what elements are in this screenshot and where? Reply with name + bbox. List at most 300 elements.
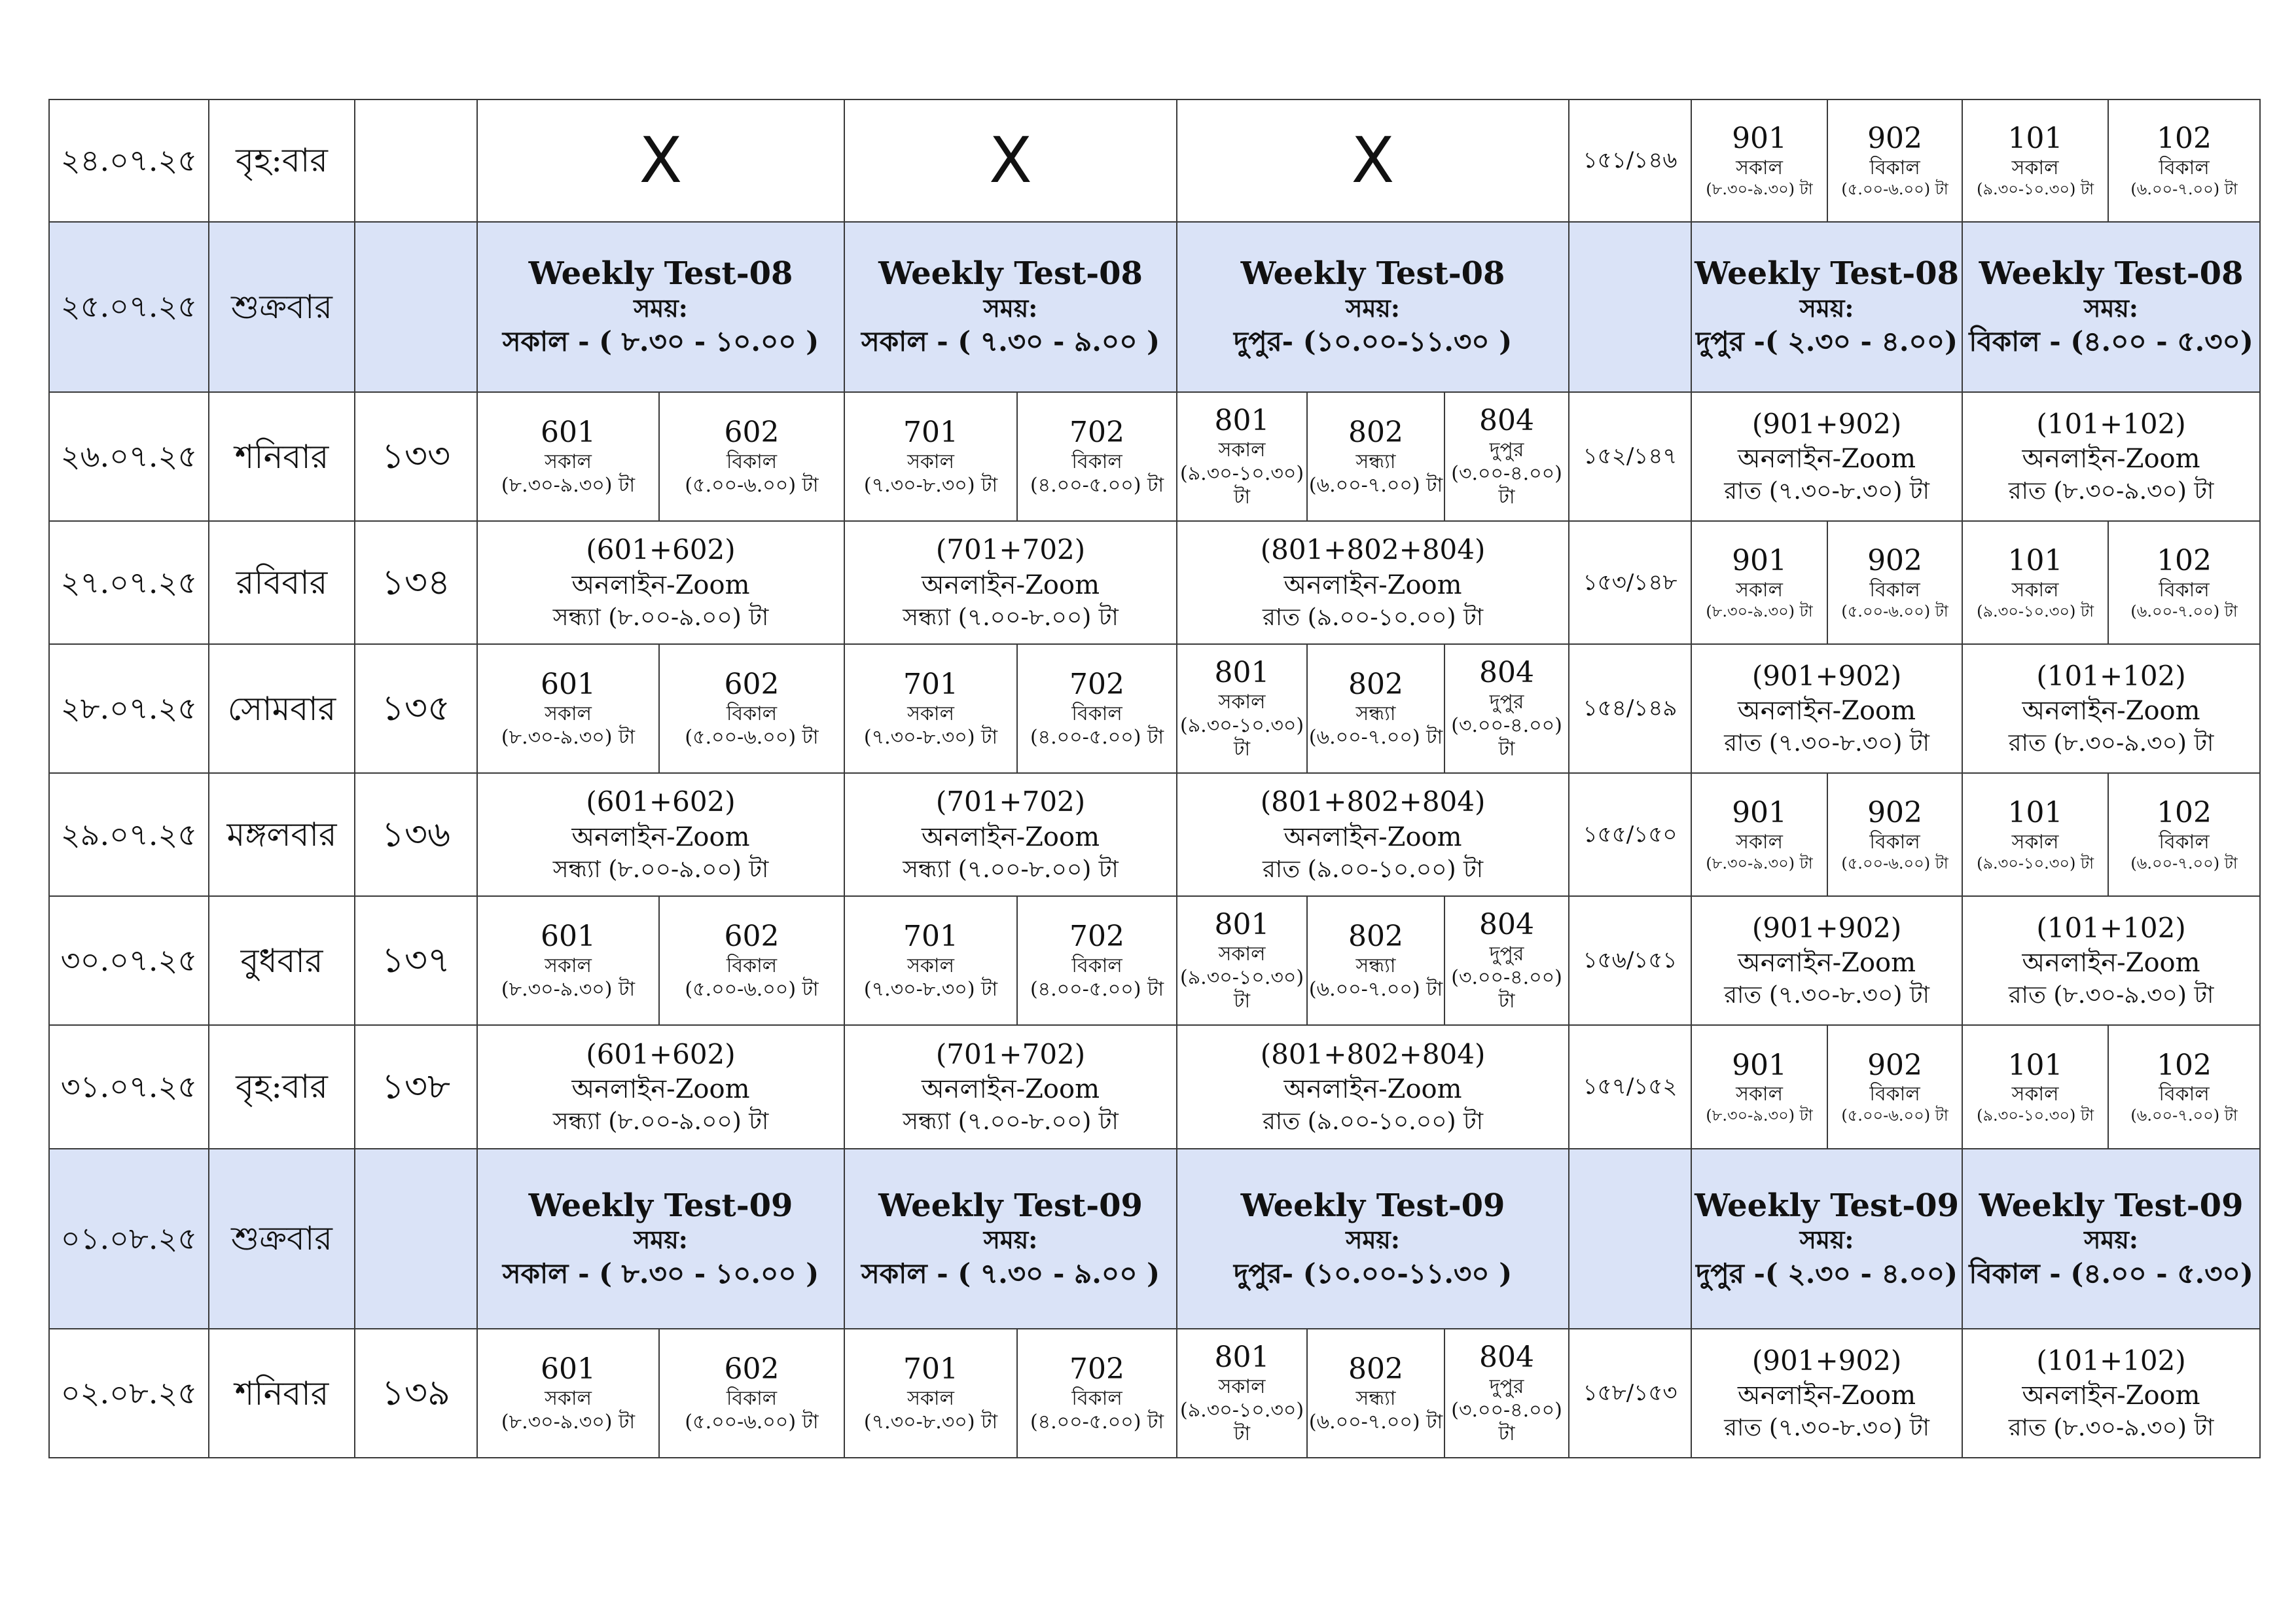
slot-time: (৮.৩০-৯.৩০) টা (1706, 180, 1813, 199)
slot-code: 902 (1867, 1048, 1923, 1082)
group-mode: অনলাইন-Zoom (1283, 1074, 1462, 1104)
cross-mark: X (844, 99, 1177, 222)
slot-601 (477, 1329, 659, 1458)
weekly-test-time: বিকাল - (৪.০০ - ৫.৩০) (1969, 1257, 2253, 1290)
online-group-701-702 (844, 773, 1177, 897)
slot-time: (৪.০০-৫.০০) টা (1030, 1411, 1164, 1434)
group-mode: অনলাইন-Zoom (922, 821, 1100, 852)
slot-code: 802 (1348, 416, 1404, 450)
online-group-101-102 (1962, 644, 2260, 773)
slot-code: 701 (903, 1352, 958, 1386)
weekly-test-title: Weekly Test-08 (1695, 255, 1959, 293)
group-time: রাত (৯.০০-১০.০০) টা (1263, 856, 1484, 883)
slot-code: 602 (724, 1352, 780, 1386)
slot-code: 101 (2007, 1048, 2063, 1082)
slot-901 (1691, 1025, 1827, 1149)
group-label: (901+902) (1751, 1344, 1902, 1377)
weekly-test-time: সকাল - ( ৭.৩০ - ৯.০০ ) (861, 1257, 1160, 1290)
weekly-test-title: Weekly Test-08 (528, 255, 793, 293)
slot-code: 102 (2157, 544, 2212, 578)
slot-time: (৬.০০-৭.০০) টা (1308, 978, 1443, 1001)
group-label: (801+802+804) (1260, 533, 1486, 566)
slot-label: দুপুর (1489, 438, 1524, 461)
slot-label: সকাল (1218, 1375, 1266, 1399)
online-group-601-602 (477, 1025, 844, 1149)
slot-label: বিকাল (2159, 831, 2210, 854)
slot-label: দুপুর (1489, 691, 1524, 714)
weekly-test-title: Weekly Test-09 (1695, 1187, 1959, 1224)
group-time: রাত (৭.৩০-৮.৩০) টা (1724, 982, 1929, 1009)
slot-label: সকাল (1736, 579, 1783, 602)
slot-902 (1827, 521, 1962, 645)
slot-time: (৩.০০-৪.০০) টা (1451, 461, 1562, 509)
weekly-test-cell (1177, 222, 1569, 393)
slot-time: (৮.৩০-৯.৩০) টা (501, 726, 636, 749)
slot-902 (1827, 99, 1962, 222)
group-mode: অনলাইন-Zoom (922, 1074, 1100, 1104)
online-group-801-802-804 (1177, 773, 1569, 897)
slot-time: (৫.০০-৬.০০) টা (1841, 854, 1948, 873)
ratio-cell: ১৫৬/১৫১ (1569, 896, 1691, 1025)
slot-code: 601 (541, 920, 596, 954)
slot-101 (1962, 99, 2108, 222)
slot-label: বিকাল (726, 1387, 778, 1411)
slot-label: বিকাল (2159, 156, 2210, 180)
online-group-901-902 (1691, 896, 1962, 1025)
day-cell: শুক্রবার (209, 222, 355, 393)
slot-802 (1307, 644, 1444, 773)
slot-102 (2108, 1025, 2260, 1149)
slot-702 (1017, 392, 1177, 521)
slot-101 (1962, 1025, 2108, 1149)
group-label: (101+102) (2036, 911, 2186, 944)
slot-label: সকাল (907, 450, 954, 473)
slot-label: সকাল (2011, 579, 2059, 602)
group-label: (601+602) (586, 1038, 736, 1070)
slot-code: 702 (1069, 1352, 1125, 1386)
slot-time: (৯.৩০-১০.৩০) টা (1179, 1399, 1304, 1446)
online-group-701-702 (844, 1025, 1177, 1149)
online-group-801-802-804 (1177, 521, 1569, 645)
class-number-cell: ১৩৪ (355, 521, 477, 645)
ratio-cell (1569, 1149, 1691, 1329)
slot-code: 602 (724, 920, 780, 954)
group-mode: অনলাইন-Zoom (2022, 696, 2200, 727)
weekly-test-label: সময়: (2084, 293, 2138, 323)
weekly-test-label: সময়: (2084, 1225, 2138, 1255)
weekly-test-label: সময়: (634, 1225, 688, 1255)
class-number-cell (355, 1149, 477, 1329)
ratio-cell: ১৫২/১৪৭ (1569, 392, 1691, 521)
slot-label: সকাল (1736, 831, 1783, 854)
slot-101 (1962, 521, 2108, 645)
day-cell: বৃহ:বার (209, 99, 355, 222)
slot-label: বিকাল (726, 954, 778, 978)
group-mode: অনলাইন-Zoom (922, 569, 1100, 600)
slot-code: 801 (1214, 656, 1270, 690)
ratio-cell: ১৫৩/১৪৮ (1569, 521, 1691, 645)
slot-label: বিকাল (1071, 450, 1122, 473)
slot-code: 901 (1732, 1048, 1787, 1082)
slot-time: (৪.০০-৫.০০) টা (1030, 473, 1164, 497)
slot-602 (659, 644, 844, 773)
weekly-test-label: সময়: (1346, 1225, 1400, 1255)
slot-code: 601 (541, 668, 596, 702)
cross-mark: X (1177, 99, 1569, 222)
class-number-cell: ১৩৬ (355, 773, 477, 897)
slot-time: (৮.৩০-৯.৩০) টা (501, 1411, 636, 1434)
slot-701 (844, 392, 1017, 521)
slot-901 (1691, 99, 1827, 222)
group-time: সন্ধ্যা (৮.০০-৯.০০) টা (552, 856, 769, 883)
group-mode: অনলাইন-Zoom (1738, 948, 1916, 979)
weekly-test-title: Weekly Test-09 (1979, 1187, 2244, 1224)
day-cell: রবিবার (209, 521, 355, 645)
slot-702 (1017, 644, 1177, 773)
group-label: (801+802+804) (1260, 1038, 1486, 1070)
slot-code: 804 (1479, 656, 1535, 690)
class-number-cell: ১৩৩ (355, 392, 477, 521)
class-number-cell: ১৩৭ (355, 896, 477, 1025)
online-group-801-802-804 (1177, 1025, 1569, 1149)
weekly-test-time: বিকাল - (৪.০০ - ৫.৩০) (1969, 325, 2253, 358)
slot-label: দুপুর (1489, 1375, 1524, 1399)
group-label: (801+802+804) (1260, 785, 1486, 818)
day-cell: বুধবার (209, 896, 355, 1025)
slot-701 (844, 896, 1017, 1025)
group-time: রাত (৭.৩০-৮.৩০) টা (1724, 1415, 1929, 1442)
date-cell: ২৪.০৭.২৫ (49, 99, 209, 222)
slot-code: 702 (1069, 920, 1125, 954)
weekly-test-time: দুপুর- (১০.০০-১১.৩০ ) (1234, 1257, 1513, 1290)
group-mode: অনলাইন-Zoom (1738, 696, 1916, 727)
online-group-601-602 (477, 773, 844, 897)
weekly-test-cell (1962, 1149, 2260, 1329)
group-mode: অনলাইন-Zoom (571, 821, 750, 852)
slot-time: (৯.৩০-১০.৩০) টা (1179, 966, 1304, 1013)
slot-label: সন্ধ্যা (1355, 450, 1396, 473)
day-cell: মঙ্গলবার (209, 773, 355, 897)
slot-label: সকাল (2011, 1083, 2059, 1106)
slot-label: সকাল (545, 954, 592, 978)
slot-time: (৯.৩০-১০.৩০) টা (1977, 854, 2094, 873)
day-cell: বৃহ:বার (209, 1025, 355, 1149)
slot-time: (৬.০০-৭.০০) টা (1308, 1411, 1443, 1434)
weekly-test-cell (1177, 1149, 1569, 1329)
class-number-cell (355, 99, 477, 222)
slot-time: (৮.৩০-৯.৩০) টা (1706, 854, 1813, 873)
slot-time: (৬.০০-৭.০০) টা (2130, 180, 2238, 199)
group-label: (701+702) (935, 533, 1086, 566)
date-cell: ২৬.০৭.২৫ (49, 392, 209, 521)
slot-time: (৯.৩০-১০.৩০) টা (1977, 1106, 2094, 1125)
day-cell: শুক্রবার (209, 1149, 355, 1329)
weekly-test-title: Weekly Test-09 (528, 1187, 793, 1224)
slot-code: 102 (2157, 1048, 2212, 1082)
slot-label: বিকাল (1869, 156, 1920, 180)
slot-code: 701 (903, 920, 958, 954)
group-time: রাত (৭.৩০-৮.৩০) টা (1724, 478, 1929, 505)
slot-label: বিকাল (1869, 579, 1920, 602)
table-row (49, 896, 2260, 1025)
slot-code: 101 (2007, 544, 2063, 578)
slot-801 (1177, 644, 1307, 773)
group-mode: অনলাইন-Zoom (2022, 948, 2200, 979)
slot-label: বিকাল (2159, 579, 2210, 602)
slot-901 (1691, 521, 1827, 645)
online-group-101-102 (1962, 896, 2260, 1025)
slot-902 (1827, 773, 1962, 897)
slot-time: (৬.০০-৭.০০) টা (1308, 726, 1443, 749)
slot-label: বিকাল (726, 702, 778, 726)
date-cell: ২৭.০৭.২৫ (49, 521, 209, 645)
slot-801 (1177, 896, 1307, 1025)
weekly-test-label: সময়: (634, 293, 688, 323)
date-cell: ৩০.০৭.২৫ (49, 896, 209, 1025)
slot-time: (৫.০০-৬.০০) টা (1841, 180, 1948, 199)
weekly-test-label: সময়: (1799, 293, 1854, 323)
slot-code: 101 (2007, 122, 2063, 156)
weekly-test-cell (477, 1149, 844, 1329)
slot-code: 902 (1867, 122, 1923, 156)
weekly-test-cell (844, 222, 1177, 393)
slot-time: (৭.৩০-৮.৩০) টা (863, 473, 998, 497)
slot-label: সকাল (1218, 438, 1266, 461)
slot-time: (৫.০০-৬.০০) টা (1841, 1106, 1948, 1125)
table-row (49, 644, 2260, 773)
slot-time: (৪.০০-৫.০০) টা (1030, 978, 1164, 1001)
slot-601 (477, 896, 659, 1025)
group-mode: অনলাইন-Zoom (571, 569, 750, 600)
group-time: রাত (৮.৩০-৯.৩০) টা (2008, 982, 2214, 1009)
slot-label: সকাল (545, 702, 592, 726)
online-group-901-902 (1691, 644, 1962, 773)
slot-code: 702 (1069, 416, 1125, 450)
slot-time: (৫.০০-৬.০০) টা (685, 1411, 819, 1434)
group-mode: অনলাইন-Zoom (2022, 1380, 2200, 1411)
weekly-test-title: Weekly Test-08 (1240, 255, 1505, 293)
class-number-cell: ১৩৯ (355, 1329, 477, 1458)
weekly-test-title: Weekly Test-09 (878, 1187, 1143, 1224)
slot-602 (659, 392, 844, 521)
weekly-test-title: Weekly Test-08 (1979, 255, 2244, 293)
slot-701 (844, 1329, 1017, 1458)
slot-label: সন্ধ্যা (1355, 702, 1396, 726)
slot-code: 901 (1732, 544, 1787, 578)
slot-902 (1827, 1025, 1962, 1149)
slot-time: (৭.৩০-৮.৩০) টা (863, 726, 998, 749)
slot-601 (477, 392, 659, 521)
slot-label: সকাল (545, 450, 592, 473)
group-time: সন্ধ্যা (৭.০০-৮.০০) টা (903, 856, 1119, 883)
weekly-test-cell (1691, 222, 1962, 393)
day-cell: সোমবার (209, 644, 355, 773)
slot-code: 804 (1479, 908, 1535, 942)
table-row (49, 1329, 2260, 1458)
weekly-test-time: দুপুর -( ২.৩০ - ৪.০০) (1696, 325, 1958, 358)
weekly-test-row (49, 1149, 2260, 1329)
group-time: রাত (৯.০০-১০.০০) টা (1263, 1108, 1484, 1135)
slot-time: (৯.৩০-১০.৩০) টা (1977, 180, 2094, 199)
ratio-cell: ১৫৮/১৫৩ (1569, 1329, 1691, 1458)
slot-time: (৫.০০-৬.০০) টা (1841, 602, 1948, 621)
slot-time: (৮.৩০-৯.৩০) টা (1706, 1106, 1813, 1125)
slot-time: (৫.০০-৬.০০) টা (685, 473, 819, 497)
slot-code: 802 (1348, 920, 1404, 954)
slot-code: 801 (1214, 1341, 1270, 1375)
online-group-901-902 (1691, 1329, 1962, 1458)
slot-code: 602 (724, 668, 780, 702)
group-label: (101+102) (2036, 407, 2186, 440)
table-row (49, 773, 2260, 897)
weekly-test-time: সকাল - ( ৮.৩০ - ১০.০০ ) (502, 325, 819, 358)
group-label: (701+702) (935, 1038, 1086, 1070)
slot-code: 102 (2157, 796, 2212, 830)
slot-label: সকাল (2011, 156, 2059, 180)
slot-label: সকাল (907, 702, 954, 726)
slot-time: (৩.০০-৪.০০) টা (1451, 714, 1562, 761)
slot-code: 601 (541, 1352, 596, 1386)
online-group-701-702 (844, 521, 1177, 645)
slot-code: 802 (1348, 668, 1404, 702)
slot-code: 901 (1732, 796, 1787, 830)
group-time: সন্ধ্যা (৮.০০-৯.০০) টা (552, 604, 769, 631)
slot-time: (৮.৩০-৯.৩০) টা (1706, 602, 1813, 621)
group-time: রাত (৮.৩০-৯.৩০) টা (2008, 478, 2214, 505)
slot-801 (1177, 392, 1307, 521)
slot-label: সকাল (545, 1387, 592, 1411)
date-cell: ২৫.০৭.২৫ (49, 222, 209, 393)
slot-code: 801 (1214, 908, 1270, 942)
slot-time: (৬.০০-৭.০০) টা (2130, 602, 2238, 621)
slot-label: বিকাল (1071, 954, 1122, 978)
slot-702 (1017, 896, 1177, 1025)
slot-label: সকাল (1736, 1083, 1783, 1106)
slot-code: 801 (1214, 404, 1270, 438)
slot-label: সকাল (907, 954, 954, 978)
group-label: (101+102) (2036, 1344, 2186, 1377)
weekly-test-title: Weekly Test-08 (878, 255, 1143, 293)
group-mode: অনলাইন-Zoom (2022, 444, 2200, 475)
slot-label: সকাল (1218, 691, 1266, 714)
group-mode: অনলাইন-Zoom (571, 1074, 750, 1104)
weekly-test-title: Weekly Test-09 (1240, 1187, 1505, 1224)
group-label: (901+902) (1751, 911, 1902, 944)
group-label: (601+602) (586, 785, 736, 818)
weekly-test-cell (1962, 222, 2260, 393)
ratio-cell (1569, 222, 1691, 393)
group-label: (601+602) (586, 533, 736, 566)
slot-802 (1307, 1329, 1444, 1458)
slot-time: (৪.০০-৫.০০) টা (1030, 726, 1164, 749)
slot-time: (৯.৩০-১০.৩০) টা (1179, 461, 1304, 509)
table-row (49, 99, 2260, 222)
slot-time: (৬.০০-৭.০০) টা (2130, 854, 2238, 873)
weekly-test-time: দুপুর- (১০.০০-১১.৩০ ) (1234, 325, 1513, 358)
slot-code: 804 (1479, 404, 1535, 438)
slot-code: 601 (541, 416, 596, 450)
slot-802 (1307, 392, 1444, 521)
slot-804 (1444, 896, 1569, 1025)
slot-label: বিকাল (726, 450, 778, 473)
online-group-101-102 (1962, 392, 2260, 521)
group-mode: অনলাইন-Zoom (1283, 569, 1462, 600)
slot-901 (1691, 773, 1827, 897)
slot-label: সন্ধ্যা (1355, 954, 1396, 978)
day-cell: শনিবার (209, 392, 355, 521)
slot-label: বিকাল (1071, 702, 1122, 726)
group-time: রাত (৭.৩০-৮.৩০) টা (1724, 730, 1929, 757)
online-group-601-602 (477, 521, 844, 645)
table-row (49, 521, 2260, 645)
slot-label: বিকাল (1869, 831, 1920, 854)
slot-time: (৭.৩০-৮.৩০) টা (863, 1411, 998, 1434)
weekly-test-label: সময়: (983, 293, 1038, 323)
slot-time: (৭.৩০-৮.৩০) টা (863, 978, 998, 1001)
date-cell: ২৮.০৭.২৫ (49, 644, 209, 773)
slot-602 (659, 896, 844, 1025)
slot-label: সন্ধ্যা (1355, 1387, 1396, 1411)
slot-label: সকাল (907, 1387, 954, 1411)
weekly-test-label: সময়: (1346, 293, 1400, 323)
weekly-test-row (49, 222, 2260, 393)
slot-time: (৫.০০-৬.০০) টা (685, 726, 819, 749)
class-schedule-table (48, 99, 2261, 1458)
slot-label: বিকাল (1071, 1387, 1122, 1411)
slot-label: সকাল (2011, 831, 2059, 854)
weekly-test-cell (1691, 1149, 1962, 1329)
group-mode: অনলাইন-Zoom (1738, 1380, 1916, 1411)
slot-101 (1962, 773, 2108, 897)
date-cell: ৩১.০৭.২৫ (49, 1025, 209, 1149)
slot-time: (৬.০০-৭.০০) টা (1308, 473, 1443, 497)
slot-time: (৩.০০-৪.০০) টা (1451, 1399, 1562, 1446)
group-mode: অনলাইন-Zoom (1738, 444, 1916, 475)
group-label: (701+702) (935, 785, 1086, 818)
slot-code: 902 (1867, 796, 1923, 830)
slot-code: 804 (1479, 1341, 1535, 1375)
slot-code: 802 (1348, 1352, 1404, 1386)
slot-102 (2108, 521, 2260, 645)
slot-label: বিকাল (1869, 1083, 1920, 1106)
slot-time: (৮.৩০-৯.৩০) টা (501, 978, 636, 1001)
ratio-cell: ১৫৭/১৫২ (1569, 1025, 1691, 1149)
slot-code: 901 (1732, 122, 1787, 156)
slot-code: 602 (724, 416, 780, 450)
weekly-test-label: সময়: (983, 1225, 1038, 1255)
slot-label: বিকাল (2159, 1083, 2210, 1106)
date-cell: ০১.০৮.২৫ (49, 1149, 209, 1329)
ratio-cell: ১৫৪/১৪৯ (1569, 644, 1691, 773)
date-cell: ০২.০৮.২৫ (49, 1329, 209, 1458)
group-time: সন্ধ্যা (৭.০০-৮.০০) টা (903, 604, 1119, 631)
slot-code: 701 (903, 416, 958, 450)
cross-mark: X (477, 99, 844, 222)
table-row (49, 392, 2260, 521)
slot-label: দুপুর (1489, 943, 1524, 966)
group-time: সন্ধ্যা (৮.০০-৯.০০) টা (552, 1108, 769, 1135)
slot-time: (৩.০০-৪.০০) টা (1451, 966, 1562, 1013)
slot-802 (1307, 896, 1444, 1025)
slot-804 (1444, 1329, 1569, 1458)
group-time: সন্ধ্যা (৭.০০-৮.০০) টা (903, 1108, 1119, 1135)
slot-602 (659, 1329, 844, 1458)
slot-702 (1017, 1329, 1177, 1458)
slot-time: (৮.৩০-৯.৩০) টা (501, 473, 636, 497)
date-cell: ২৯.০৭.২৫ (49, 773, 209, 897)
slot-code: 701 (903, 668, 958, 702)
slot-804 (1444, 392, 1569, 521)
